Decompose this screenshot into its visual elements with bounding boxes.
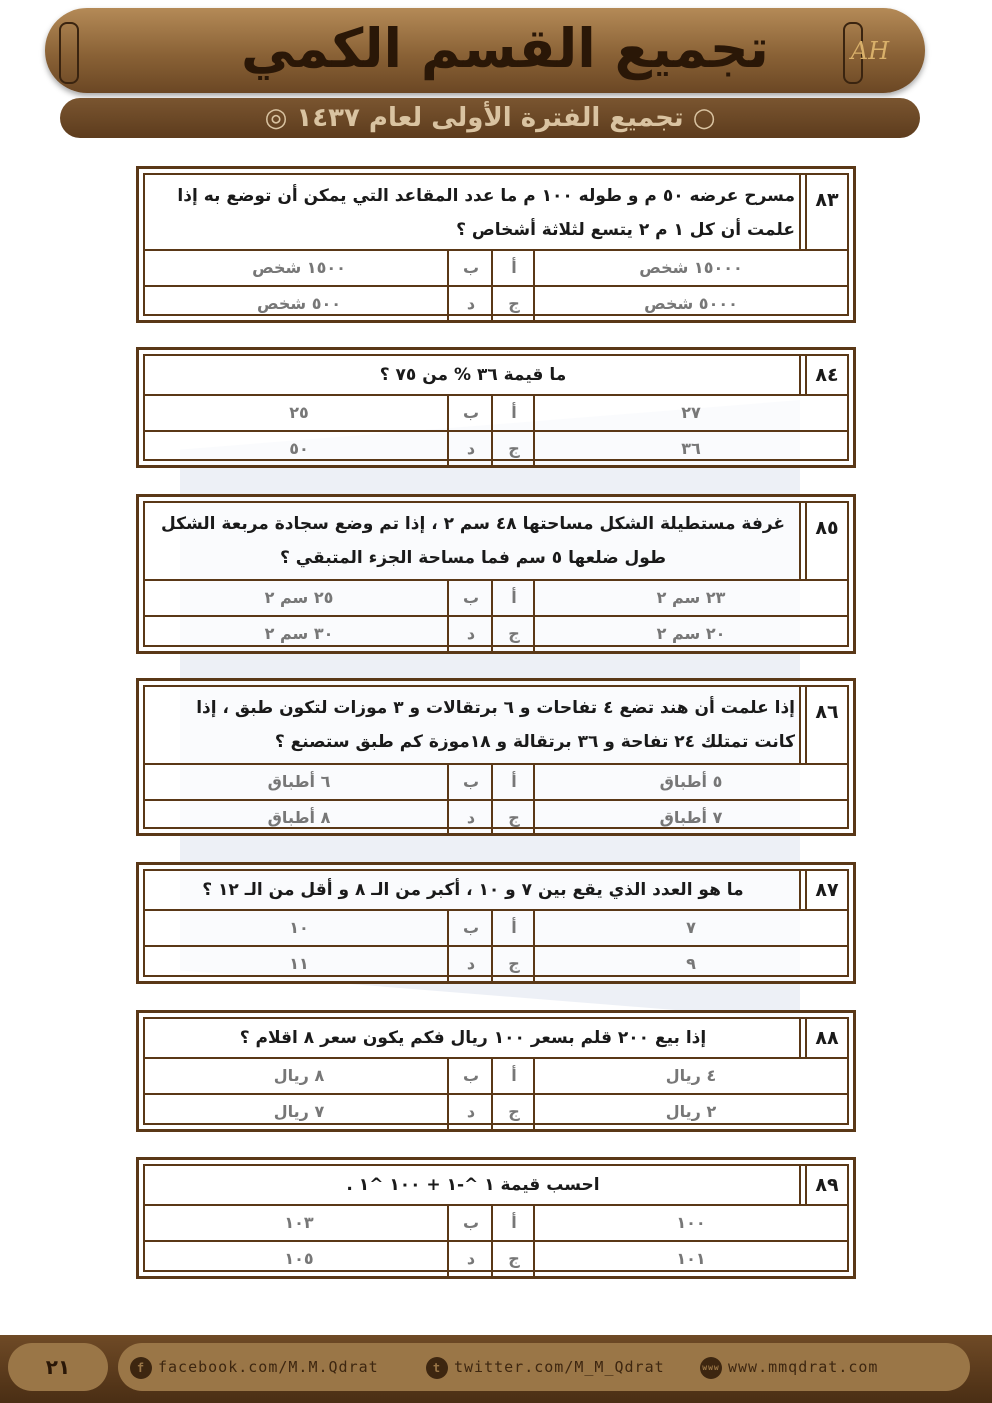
answer-c[interactable]: ٣٦ xyxy=(681,439,701,458)
answer-row xyxy=(145,430,847,466)
answer-row xyxy=(145,285,847,321)
question-frame xyxy=(143,869,849,977)
social-links-bar xyxy=(118,1343,970,1391)
answer-row xyxy=(145,1093,847,1129)
question-number: ٨٤ xyxy=(815,364,839,386)
answer-b[interactable]: ١٥٠٠ شخص xyxy=(252,258,346,277)
question-text: احسب قيمة ١ ^-١ + ١٠٠ ^١ . xyxy=(346,1175,600,1195)
question-block xyxy=(136,494,856,654)
question-number: ٨٨ xyxy=(815,1027,839,1049)
answer-d[interactable]: ٨ أطباق xyxy=(267,808,331,827)
website-link[interactable] xyxy=(700,1343,878,1391)
question-text: ما قيمة ٣٦ % من ٧٥ ؟ xyxy=(379,365,567,385)
question-frame xyxy=(143,501,849,647)
twitter-icon: t xyxy=(426,1357,448,1379)
label-a: أ xyxy=(511,918,517,937)
label-c: ج xyxy=(508,439,520,458)
answer-d[interactable]: ١١ xyxy=(289,954,309,973)
twitter-link[interactable] xyxy=(426,1343,665,1391)
number-divider xyxy=(799,1019,807,1057)
answer-row xyxy=(145,945,847,981)
facebook-icon: f xyxy=(130,1357,152,1379)
question-block xyxy=(136,1010,856,1132)
answer-b[interactable]: ٦ أطباق xyxy=(267,772,331,791)
answer-d[interactable]: ٧ ريال xyxy=(273,1102,325,1121)
answer-row xyxy=(145,249,847,285)
answer-row xyxy=(145,909,847,945)
label-c: ج xyxy=(508,1102,520,1121)
question-block xyxy=(136,1157,856,1279)
answer-a[interactable]: ٢٣ سم ٢ xyxy=(656,588,726,607)
question-frame xyxy=(143,1017,849,1125)
page-subtitle: ○ تجميع الفترة الأولى لعام ١٤٣٧ ◎ xyxy=(264,103,716,133)
label-c: ج xyxy=(508,808,520,827)
twitter-text: twitter.com/M_M_Qdrat xyxy=(454,1358,665,1376)
answer-c[interactable]: ٩ xyxy=(686,954,696,973)
page-number-pill xyxy=(8,1343,108,1391)
answer-row xyxy=(145,763,847,799)
question-text: غرفة مستطيلة الشكل مساحتها ٤٨ سم ٢ ، إذا تم وضع سجادة مربعة الشكل طول ضلعها ٥ سم فما مساحة الجزء المتبقي ؟ xyxy=(160,514,786,568)
page-number: ٢١ xyxy=(45,1355,71,1379)
label-b: ب xyxy=(462,258,480,277)
answer-d[interactable]: ٥٠٠ شخص xyxy=(257,294,341,313)
ornament-left-icon xyxy=(59,22,79,84)
answer-c[interactable]: ٢٠ سم ٢ xyxy=(656,624,726,643)
facebook-link[interactable] xyxy=(130,1343,379,1391)
label-d: د xyxy=(466,954,476,973)
label-d: د xyxy=(466,1249,476,1268)
label-c: ج xyxy=(508,1249,520,1268)
question-number: ٨٩ xyxy=(815,1174,839,1196)
answer-b[interactable]: ٢٥ سم ٢ xyxy=(264,588,334,607)
answer-a[interactable]: ٧ xyxy=(686,918,696,937)
label-b: ب xyxy=(462,772,480,791)
question-frame xyxy=(143,1164,849,1272)
label-a: أ xyxy=(511,588,517,607)
answer-a[interactable]: ٤ ريال xyxy=(665,1066,717,1085)
number-divider xyxy=(799,503,807,579)
answer-a[interactable]: ٥ أطباق xyxy=(659,772,723,791)
question-block xyxy=(136,347,856,468)
answer-c[interactable]: ٧ أطباق xyxy=(659,808,723,827)
answer-b[interactable]: ١٠ xyxy=(289,918,309,937)
answer-a[interactable]: ٢٧ xyxy=(681,403,701,422)
answer-c[interactable]: ٢ ريال xyxy=(665,1102,717,1121)
question-text: ما هو العدد الذي يقع بين ٧ و ١٠ ، أكبر من الـ ٨ و أقل من الـ ١٢ ؟ xyxy=(202,880,744,900)
label-d: د xyxy=(466,294,476,313)
label-b: ب xyxy=(462,588,480,607)
answer-row xyxy=(145,799,847,835)
number-divider xyxy=(799,871,807,909)
label-a: أ xyxy=(511,258,517,277)
answer-b[interactable]: ١٠٣ xyxy=(284,1213,314,1232)
question-number: ٨٦ xyxy=(815,701,839,723)
question-text: مسرح عرضه ٥٠ م و طوله ١٠٠ م ما عدد المقاعد التي يمكن أن توضع به إذا علمت أن كل ١ م ٢ يتسع لثلاثة أشخاص ؟ xyxy=(177,186,795,240)
label-d: د xyxy=(466,1102,476,1121)
answer-d[interactable]: ٥٠ xyxy=(289,439,309,458)
label-a: أ xyxy=(511,1213,517,1232)
question-block xyxy=(136,678,856,836)
label-c: ج xyxy=(508,624,520,643)
facebook-text: facebook.com/M.M.Qdrat xyxy=(158,1358,379,1376)
title-banner xyxy=(45,8,925,93)
answer-c[interactable]: ١٠١ xyxy=(676,1249,706,1268)
label-b: ب xyxy=(462,1066,480,1085)
answer-b[interactable]: ٨ ريال xyxy=(273,1066,325,1085)
number-divider xyxy=(799,356,807,394)
answer-c[interactable]: ٥٠٠٠ شخص xyxy=(644,294,738,313)
number-divider xyxy=(799,175,807,249)
label-c: ج xyxy=(508,954,520,973)
answer-row xyxy=(145,1057,847,1093)
question-text: إذا علمت أن هند تضع ٤ تفاحات و ٦ برتقالات و ٣ موزات لتكون طبق ، إذا كانت تمتلك ٢٤ تفاحة و ٣٦ برتقالة و ١٨موزة كم طبق ستصنع ؟ xyxy=(196,698,795,752)
answer-row xyxy=(145,615,847,651)
answer-row xyxy=(145,1240,847,1276)
logo-icon: AH xyxy=(850,37,890,65)
number-divider xyxy=(799,687,807,763)
answer-a[interactable]: ١٥٠٠٠ شخص xyxy=(639,258,743,277)
question-frame xyxy=(143,354,849,461)
label-a: أ xyxy=(511,772,517,791)
question-number: ٨٣ xyxy=(815,189,839,211)
answer-a[interactable]: ١٠٠ xyxy=(676,1213,706,1232)
page-header xyxy=(0,0,992,140)
question-frame xyxy=(143,173,849,316)
label-d: د xyxy=(466,439,476,458)
globe-icon: www xyxy=(700,1357,722,1379)
question-text: إذا بيع ٢٠٠ قلم بسعر ١٠٠ ريال فكم يكون سعر ٨ اقلام ؟ xyxy=(239,1028,707,1048)
question-block xyxy=(136,862,856,984)
answer-b[interactable]: ٢٥ xyxy=(289,403,309,422)
label-d: د xyxy=(466,624,476,643)
question-number: ٨٥ xyxy=(815,517,839,539)
answer-d[interactable]: ٣٠ سم ٢ xyxy=(264,624,334,643)
label-b: ب xyxy=(462,918,480,937)
label-b: ب xyxy=(462,1213,480,1232)
answer-row xyxy=(145,579,847,615)
subtitle-banner xyxy=(60,98,920,138)
label-c: ج xyxy=(508,294,520,313)
page-title: تجميع القسم الكمي xyxy=(241,17,769,80)
answer-row xyxy=(145,1204,847,1240)
website-text: www.mmqdrat.com xyxy=(728,1358,879,1376)
page-footer xyxy=(0,1335,992,1403)
label-a: أ xyxy=(511,403,517,422)
answer-d[interactable]: ١٠٥ xyxy=(284,1249,314,1268)
question-block xyxy=(136,166,856,323)
label-b: ب xyxy=(462,403,480,422)
number-divider xyxy=(799,1166,807,1204)
label-d: د xyxy=(466,808,476,827)
answer-row xyxy=(145,394,847,430)
question-frame xyxy=(143,685,849,829)
label-a: أ xyxy=(511,1066,517,1085)
question-number: ٨٧ xyxy=(815,879,839,901)
